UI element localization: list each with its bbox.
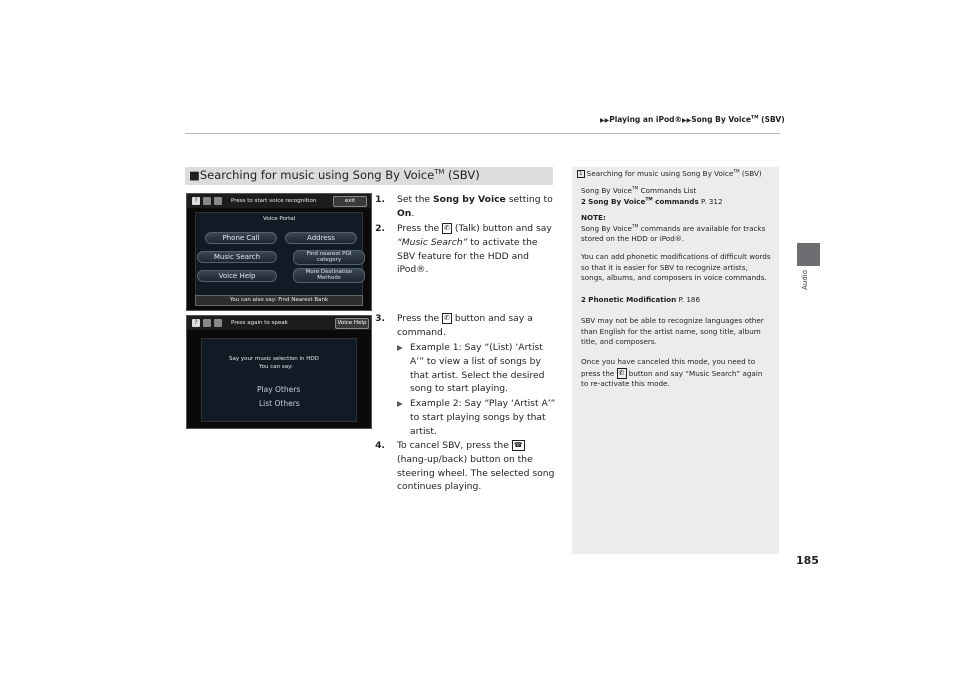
music-search-option[interactable]: Music Search xyxy=(197,251,277,263)
phone-call-option[interactable]: Phone Call xyxy=(205,232,277,244)
screen-status-bar xyxy=(187,316,371,330)
commands-reference-link[interactable]: 2 Song By Voice™ commands P. 312 xyxy=(581,197,723,206)
reference-arrow-icon: 2 xyxy=(581,296,586,304)
step-4: 4. To cancel SBV, press the ☎ (hang-up/back) button on the steering wheel. The selected song continues playing. xyxy=(375,440,555,493)
commands-list-label: Song By Voice™ Commands List xyxy=(581,186,697,195)
more-destination-option[interactable]: More Destination Methods xyxy=(293,268,365,283)
talk-icon: ✆ xyxy=(444,314,450,322)
breadcrumb-arrow: ▶▶ xyxy=(600,117,610,124)
note-block: NOTE: Song By Voice™ commands are available for tracks stored on the HDD or iPod®. xyxy=(581,213,766,243)
talk-icon: ✆ xyxy=(444,224,450,232)
header-rule xyxy=(185,133,780,134)
poi-category-option[interactable]: Find nearest POI category xyxy=(293,250,365,265)
breadcrumb: ▶▶Playing an iPod®▶▶Song By Voice™ (SBV) xyxy=(600,115,785,124)
step-3: 3. Press the ✆ button and say a command. xyxy=(375,313,533,338)
speaker-icon xyxy=(214,319,222,327)
voice-portal-screenshot xyxy=(186,193,372,311)
help-icon: ? xyxy=(192,197,200,205)
example-1: ▶ Example 1: Say “(List) ‘Artist A’” to view a list of songs by that artist. Select the desired song to start playing. xyxy=(397,342,545,395)
talk-icon: ✆ xyxy=(618,368,625,377)
voice-help-button[interactable]: Voice Help xyxy=(335,318,369,329)
voice-help-option[interactable]: Voice Help xyxy=(197,270,277,282)
music-search-screenshot xyxy=(186,315,372,429)
list-others-option[interactable]: List Others xyxy=(259,399,300,408)
voice-prompt: Press again to speak xyxy=(231,320,288,326)
selection-prompt: Say your music selection in HDD xyxy=(229,356,319,362)
chapter-label: Audio xyxy=(801,270,809,290)
mic-icon xyxy=(203,319,211,327)
help-icon: ? xyxy=(192,319,200,327)
phonetic-paragraph: You can add phonetic modifications of difficult words so that it is easier for SBV to recognize artists, songs, albums, and composers in voice commands. xyxy=(581,252,771,282)
step-2: 2. Press the ✆ (Talk) button and say “Music Search” to activate the SBV feature for the HDD and iPod®. xyxy=(375,223,552,276)
address-option[interactable]: Address xyxy=(285,232,357,244)
reference-arrow-icon: 2 xyxy=(581,198,586,206)
page-number: 185 xyxy=(796,554,819,567)
breadcrumb-item: Playing an iPod® xyxy=(609,115,683,124)
phonetic-reference-link[interactable]: 2 Phonetic Modification P. 186 xyxy=(581,295,701,304)
also-say-hint: You can also say: Find Nearest Bank xyxy=(195,295,363,306)
section-title: ■Searching for music using Song By Voice™ (SBV) xyxy=(189,168,480,182)
portal-title: Voice Portal xyxy=(263,216,296,222)
bullet-arrow-icon: ▶ xyxy=(397,343,403,352)
step-1: 1. Set the Song by Voice setting to On. xyxy=(375,194,553,219)
you-can-say: You can say: xyxy=(259,364,293,370)
sidebar-title: 1 Searching for music using Song By Voice™ (SBV) xyxy=(579,169,762,178)
speaker-icon xyxy=(214,197,222,205)
chapter-tab xyxy=(797,243,820,266)
breadcrumb-item: Song By Voice xyxy=(691,115,751,124)
screen-status-bar xyxy=(187,194,371,208)
info-marker-icon: 1 xyxy=(579,171,583,177)
voice-prompt: Press to start voice recognition xyxy=(231,198,317,204)
example-2: ▶ Example 2: Say “Play ‘Artist A’” to start playing songs by that artist. xyxy=(397,398,556,437)
play-others-option[interactable]: Play Others xyxy=(257,385,301,394)
reactivate-paragraph: Once you have canceled this mode, you need to press the ✆ button and say “Music Search” again to re-activate this mode. xyxy=(581,357,763,388)
bullet-arrow-icon: ▶ xyxy=(397,399,403,408)
language-paragraph: SBV may not be able to recognize languages other than English for the artist name, song title, album title, and composers. xyxy=(581,316,764,346)
exit-button[interactable]: exit xyxy=(333,196,367,207)
music-selection-panel xyxy=(201,338,357,422)
breadcrumb-arrow: ▶▶ xyxy=(682,117,692,124)
hang-up-icon: ☎ xyxy=(513,441,523,449)
mic-icon xyxy=(203,197,211,205)
